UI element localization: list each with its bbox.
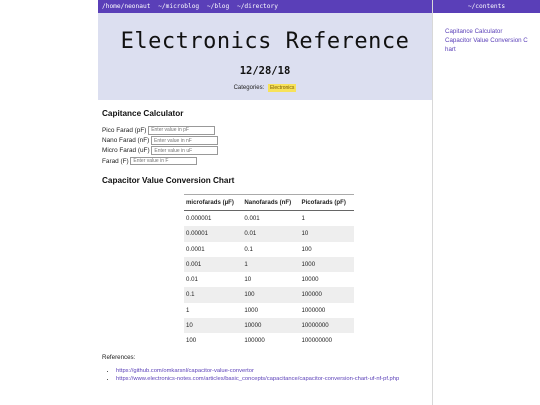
column-header: microfarads (µF) [184, 195, 242, 211]
pf-row [102, 126, 218, 136]
conversion-table [184, 194, 354, 348]
table-cell: 1000 [300, 257, 354, 272]
categories-label: Categories: [233, 85, 265, 91]
list-item [116, 368, 432, 376]
chart-heading: Capacitor Value Conversion Chart [102, 176, 235, 185]
page-title: Electronics Reference [120, 29, 410, 54]
table-cell: 100 [301, 245, 312, 253]
nav-link-blog[interactable]: ~/blog [206, 3, 230, 10]
uf-label: Micro Farad (uF) [102, 147, 150, 155]
table-cell: 100000 [244, 337, 265, 345]
table-row [184, 287, 354, 302]
pf-label: Pico Farad (pF) [102, 127, 147, 134]
capacitance-form [102, 126, 218, 167]
table-row [184, 211, 354, 227]
f-label: Farad (F) [102, 157, 129, 165]
table-row [184, 242, 354, 257]
table-cell: 0.001 [244, 215, 260, 223]
table-row [184, 318, 354, 333]
table-cell: 1 [186, 306, 190, 314]
references-label: References: [102, 354, 136, 361]
main-content [98, 0, 432, 405]
toc-link-calculator[interactable]: Capitance Calculator [445, 28, 503, 35]
calculator-heading: Capitance Calculator [102, 109, 184, 118]
column-header: Nanofarads (nF) [242, 195, 299, 211]
table-row [184, 303, 354, 318]
table-cell: 1 [242, 257, 299, 272]
table-cell: 100000 [300, 287, 354, 302]
sidebar-title: ~/contents [433, 0, 540, 13]
table-of-contents [433, 13, 540, 54]
table-cell: 100 [242, 287, 299, 302]
table-cell: 1000000 [301, 306, 326, 314]
references-list [102, 368, 432, 384]
nav-link-microblog[interactable]: ~/microblog [158, 3, 200, 10]
table-cell: 10 [244, 276, 252, 284]
table-cell: 0.1 [244, 245, 253, 253]
nf-input[interactable] [151, 136, 218, 145]
uf-row [102, 146, 218, 156]
table-row [184, 226, 354, 241]
table-cell: 0.00001 [184, 226, 242, 241]
table-cell: 1 [301, 215, 305, 223]
nav-link-home[interactable]: /home/neonaut [102, 3, 151, 10]
table-cell: 0.001 [184, 257, 242, 272]
table-row [184, 257, 354, 272]
nf-row [102, 136, 218, 146]
pf-input[interactable] [148, 126, 215, 135]
uf-input[interactable] [151, 146, 218, 155]
categories [98, 84, 432, 92]
f-input[interactable] [130, 157, 197, 166]
toc-link-chart[interactable]: Capacitor Value Conversion Chart [445, 37, 528, 53]
table-cell: 100 [186, 337, 197, 345]
nav-link-directory[interactable]: ~/directory [236, 3, 278, 10]
table-cell: 10 [300, 226, 354, 241]
f-row [102, 157, 218, 167]
table-cell: 0.000001 [186, 215, 212, 223]
category-tag[interactable]: Electronics [269, 85, 295, 91]
table-header-row [184, 195, 354, 211]
reference-link-electronics-notes[interactable]: https://www.electronics-notes.com/articles/basic_concepts/capacitance/capacitor-conversion-chart-uf-nf-pf.php [116, 375, 400, 382]
table-cell: 0.01 [242, 226, 299, 241]
path-nav [98, 0, 432, 13]
table-cell: 0.01 [186, 276, 198, 284]
column-header: Picofarads (pF) [300, 195, 354, 211]
reference-link-github[interactable]: https://github.com/omkarsnl/capacitor-value-convertor [116, 368, 254, 374]
post-date: 12/28/18 [239, 65, 291, 77]
table-row [184, 333, 354, 348]
page-header [98, 13, 432, 100]
table-row [184, 272, 354, 287]
table-cell: 0.1 [184, 287, 242, 302]
table-cell: 10000000 [300, 318, 354, 333]
sidebar [433, 0, 540, 405]
table-cell: 10000 [242, 318, 299, 333]
table-cell: 100000000 [301, 337, 333, 345]
table-cell: 10000 [301, 276, 319, 284]
table-cell: 1000 [244, 306, 258, 314]
list-item [116, 376, 432, 384]
table-cell: 0.0001 [186, 245, 205, 253]
nf-label: Nano Farad (nF) [102, 137, 150, 145]
table-cell: 10 [184, 318, 242, 333]
